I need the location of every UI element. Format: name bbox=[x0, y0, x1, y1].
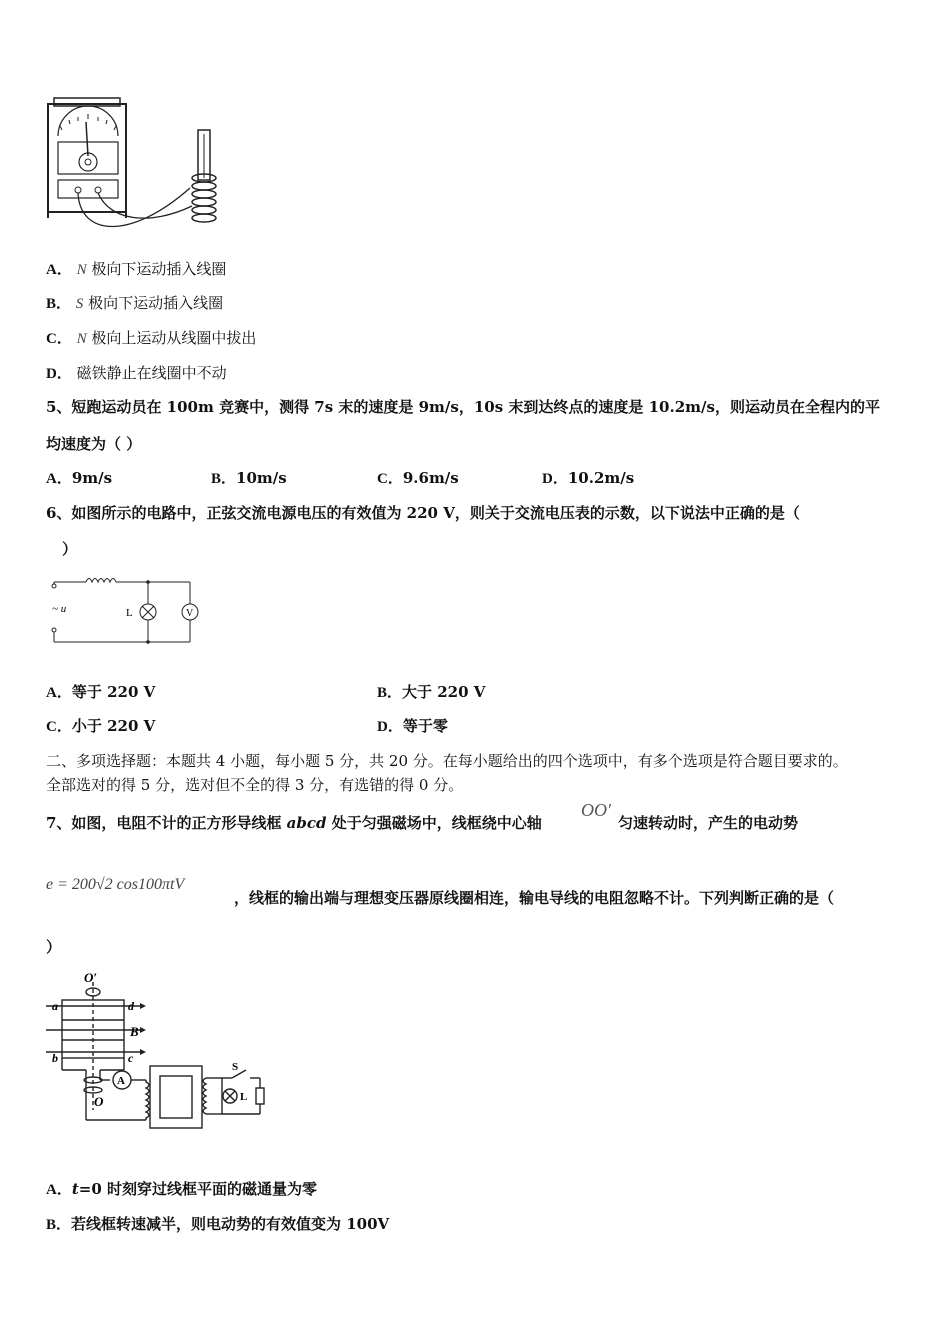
ammeter-label: A bbox=[117, 1075, 125, 1087]
q6-stem-line1: 6、如图所示的电路中，正弦交流电源电压的有效值为 220 V，则关于交流电压表的示数，以下说法中正确的是（ bbox=[46, 504, 800, 522]
meter-case bbox=[48, 104, 126, 212]
axis-bottom-label: O bbox=[94, 1094, 104, 1109]
source-label: ~ u bbox=[52, 603, 67, 615]
q7-option-a[interactable]: A．t=0 时刻穿过线框平面的磁通量为零 bbox=[46, 1180, 318, 1198]
needle bbox=[86, 122, 88, 156]
q7-option-b[interactable]: B．若线框转速减半，则电动势的有效值变为 100V bbox=[46, 1215, 390, 1233]
section2-line1: 二、多项选择题：本题共 4 小题，每小题 5 分，共 20 分。在每小题给出的四个选项中，有多个选项是符合题目要求的。 bbox=[46, 752, 848, 770]
q4-option-d[interactable]: D． 磁铁静止在线圈中不动 bbox=[46, 364, 227, 382]
q6-option-d[interactable]: D．等于零 bbox=[377, 717, 448, 735]
ac-circuit-figure bbox=[44, 572, 224, 648]
coil bbox=[192, 174, 216, 222]
vertex-a-label: a bbox=[52, 999, 58, 1013]
axis-top-label: O′ bbox=[84, 970, 98, 985]
q7-axis-label: OO′ bbox=[581, 800, 611, 820]
vertex-c-label: c bbox=[128, 1051, 134, 1065]
q7-stem-line3: ） bbox=[46, 938, 62, 956]
generator-transformer-figure bbox=[46, 970, 276, 1138]
q5-option-c[interactable]: C．9.6m/s bbox=[377, 469, 459, 487]
q7-stem-line2: ，线框的输出端与理想变压器原线圈相连，输电导线的电阻忽略不计。下列判断正确的是（ bbox=[234, 889, 835, 907]
square-frame bbox=[62, 1000, 124, 1058]
q5-stem-line1: 5、短跑运动员在 100m 竞赛中，测得 7s 末的速度是 9m/s，10s 末到达终点的速度是 10.2m/s，则运动员在全程内的平 bbox=[46, 398, 880, 416]
field-b-label: B bbox=[130, 1024, 139, 1039]
q7-stem-line1-end: 匀速转动时，产生的电动势 bbox=[618, 814, 799, 832]
vertex-b-label: b bbox=[52, 1051, 58, 1065]
q4-option-c[interactable]: C． N 极向上运动从线圈中拔出 bbox=[46, 329, 257, 347]
q6-option-c[interactable]: C．小于 220 V bbox=[46, 717, 156, 735]
galvanometer-figure bbox=[40, 96, 240, 246]
q6-stem-line2: ） bbox=[62, 540, 78, 558]
q4-option-a[interactable]: A． N 极向下运动插入线圈 bbox=[46, 260, 227, 278]
q5-option-b[interactable]: B．10m/s bbox=[211, 469, 287, 487]
q5-option-a[interactable]: A．9m/s bbox=[46, 469, 113, 487]
q4-option-b[interactable]: B． S 极向下运动插入线圈 bbox=[46, 294, 224, 312]
q6-option-a[interactable]: A．等于 220 V bbox=[46, 683, 156, 701]
switch-label: S bbox=[232, 1061, 239, 1073]
lamp-label: L bbox=[126, 607, 133, 619]
q5-stem-line2: 均速度为（ ） bbox=[46, 435, 142, 453]
q6-option-b[interactable]: B．大于 220 V bbox=[377, 683, 486, 701]
lamp-l-label: L bbox=[240, 1091, 248, 1103]
meter-label: V bbox=[186, 608, 194, 619]
vertex-d-label: d bbox=[128, 999, 134, 1013]
section2-line2: 全部选对的得 5 分，选对但不全的得 3 分，有选错的得 0 分。 bbox=[46, 776, 464, 794]
q7-stem-line1: 7、如图，电阻不计的正方形导线框 abcd 处于匀强磁场中，线框绕中心轴 bbox=[46, 814, 542, 832]
q5-option-d[interactable]: D．10.2m/s bbox=[542, 469, 635, 487]
q7-emf-formula: e = 200√2 cos100πtV bbox=[46, 876, 185, 893]
